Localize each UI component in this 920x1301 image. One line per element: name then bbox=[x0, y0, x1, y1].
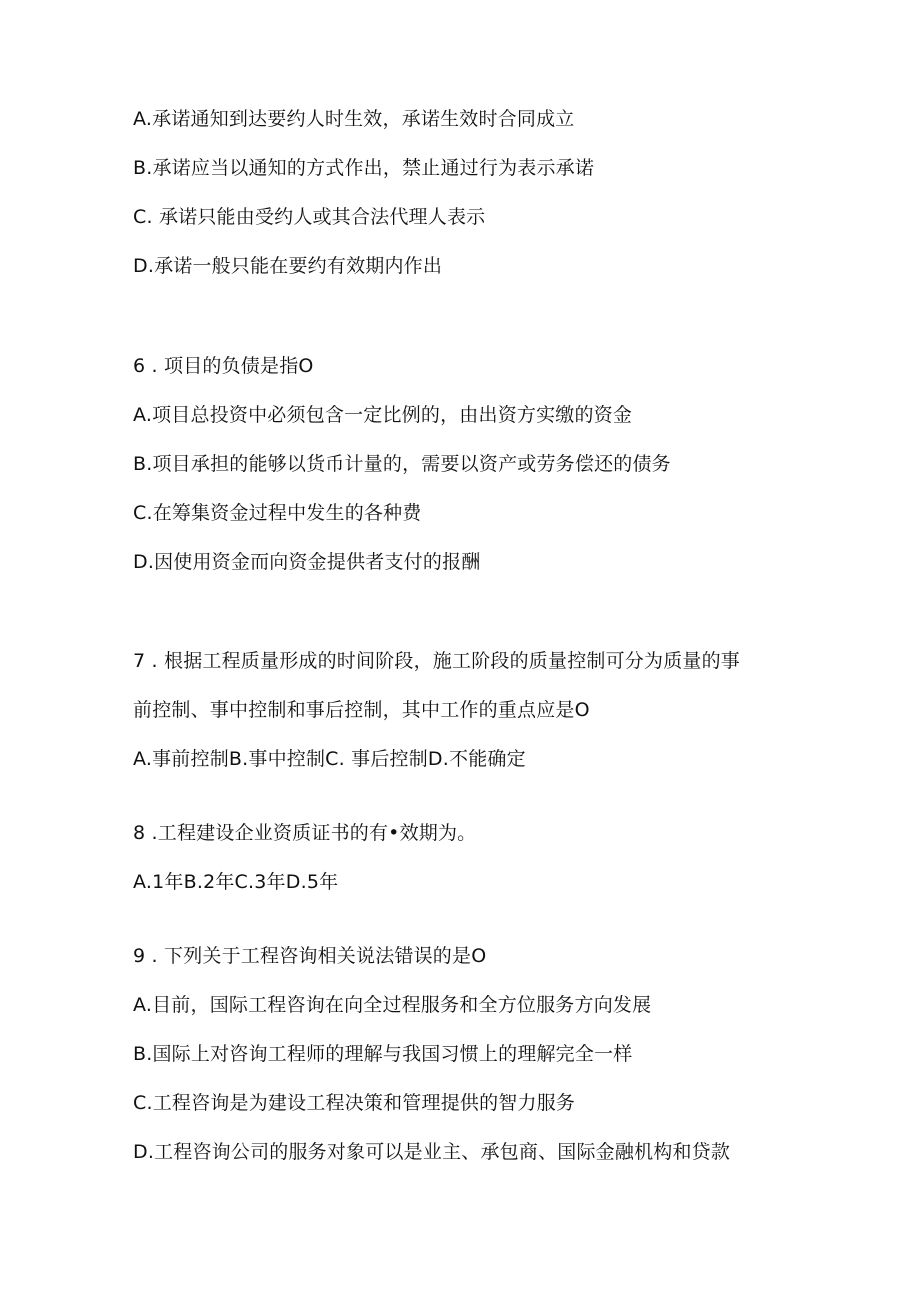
q6-option-b: B.项目承担的能够以货币计量的，需要以资产或劳务偿还的债务 bbox=[133, 453, 671, 475]
q6-option-c: C.在筹集资金过程中发生的各种费 bbox=[133, 502, 422, 524]
q7-stem-line2: 前控制、事中控制和事后控制，其中工作的重点应是O bbox=[133, 699, 590, 721]
q5-option-a: A.承诺通知到达要约人时生效，承诺生效时合同成立 bbox=[133, 108, 575, 130]
q8-stem: 8 .工程建设企业资质证书的有•效期为。 bbox=[133, 822, 477, 844]
q9-option-d: D.工程咨询公司的服务对象可以是业主、承包商、国际金融机构和贷款 bbox=[133, 1141, 731, 1163]
q6-stem: 6 . 项目的负债是指O bbox=[133, 355, 314, 377]
q5-option-d: D.承诺一般只能在要约有效期内作出 bbox=[133, 255, 443, 277]
q9-stem: 9 . 下列关于工程咨询相关说法错误的是O bbox=[133, 945, 487, 967]
q9-option-b: B.国际上对咨询工程师的理解与我国习惯上的理解完全一样 bbox=[133, 1043, 633, 1065]
q5-option-c: C. 承诺只能由受约人或其合法代理人表示 bbox=[133, 206, 486, 228]
q5-option-b: B.承诺应当以通知的方式作出，禁止通过行为表示承诺 bbox=[133, 157, 595, 179]
q7-stem-line1: 7 . 根据工程质量形成的时间阶段，施工阶段的质量控制可分为质量的事 bbox=[133, 650, 741, 672]
q9-option-a: A.目前，国际工程咨询在向全过程服务和全方位服务方向发展 bbox=[133, 994, 652, 1016]
q6-option-d: D.因使用资金而向资金提供者支付的报酬 bbox=[133, 551, 481, 573]
q7-options: A.事前控制B.事中控制C. 事后控制D.不能确定 bbox=[133, 748, 526, 770]
q6-option-a: A.项目总投资中必须包含一定比例的，由出资方实缴的资金 bbox=[133, 404, 633, 426]
q8-options: A.1年B.2年C.3年D.5年 bbox=[133, 871, 339, 893]
q9-option-c: C.工程咨询是为建设工程决策和管理提供的智力服务 bbox=[133, 1092, 576, 1114]
